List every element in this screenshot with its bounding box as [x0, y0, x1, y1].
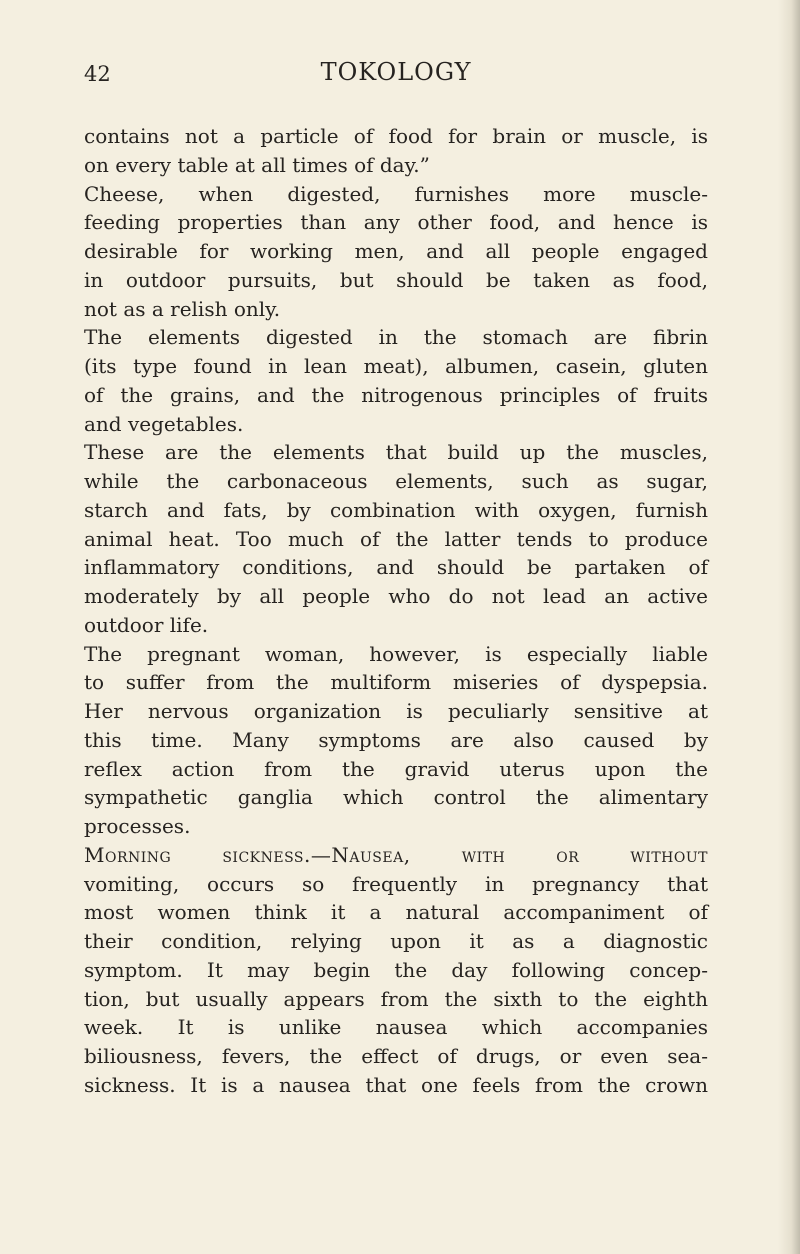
text-line: feeding properties than any other food, and hence is [84, 210, 708, 235]
text-line: sympathetic ganglia which control the alimentary [84, 785, 708, 810]
text-line: biliousness, fevers, the effect of drugs, or even sea- [84, 1044, 708, 1068]
text-line: reflex action from the gravid uterus upon the [84, 756, 708, 781]
body-text [84, 122, 708, 1100]
text-line: while the carbonaceous elements, such as sugar, [84, 469, 708, 493]
text-line: starch and fats, by combination with oxygen, furnish [84, 497, 708, 522]
text-line: week. It is unlike nausea which accompanies [84, 1015, 708, 1040]
text-line: of the grains, and the nitrogenous principles of fruits [84, 382, 708, 407]
text-line: desirable for working men, and all people engaged [84, 239, 708, 263]
text-line: moderately by all people who do not lead an active [84, 584, 708, 608]
text-line: sickness. It is a nausea that one feels from the crown [84, 1072, 708, 1097]
text-line: their condition, relying upon it as a diagnostic [84, 929, 708, 953]
text-line: most women think it a natural accompaniment of [84, 900, 708, 925]
running-head: TOKOLOGY [320, 58, 472, 86]
text-line: (its type found in lean meat), albumen, casein, gluten [84, 354, 708, 378]
text-line: not as a relish only. [84, 296, 281, 321]
text-line: on every table at all times of day.” [84, 152, 430, 177]
text-line: and vegetables. [84, 411, 244, 436]
text-line: inflammatory conditions, and should be partaken of [84, 555, 708, 580]
text-line: tion, but usually appears from the sixth to the eighth [84, 986, 708, 1011]
text-line: vomiting, occurs so frequently in pregnancy that [84, 871, 708, 896]
section-heading-line: Morning sickness.—Nausea, with or without [84, 842, 708, 867]
text-line: The pregnant woman, however, is especially liable [84, 641, 708, 666]
page-number: 42 [84, 62, 111, 86]
text-line: to suffer from the multiform miseries of dyspepsia. [84, 670, 708, 695]
page-header [84, 56, 708, 92]
text-line: contains not a particle of food for brain or muscle, is [84, 124, 708, 148]
text-line: The elements digested in the stomach are fibrin [84, 325, 708, 350]
text-line: outdoor life. [84, 612, 209, 637]
text-line: Cheese, when digested, furnishes more muscle- [84, 181, 708, 206]
text-line: animal heat. Too much of the latter tends to produce [84, 526, 708, 551]
text-line: this time. Many symptoms are also caused by [84, 727, 708, 752]
text-line: in outdoor pursuits, but should be taken as food, [84, 267, 708, 292]
text-line: Her nervous organization is peculiarly sensitive at [84, 699, 708, 723]
page-edge-shadow [778, 0, 800, 1254]
text-line: symptom. It may begin the day following concep- [84, 957, 708, 982]
text-line: processes. [84, 814, 191, 838]
text-line: These are the elements that build up the muscles, [84, 440, 708, 465]
